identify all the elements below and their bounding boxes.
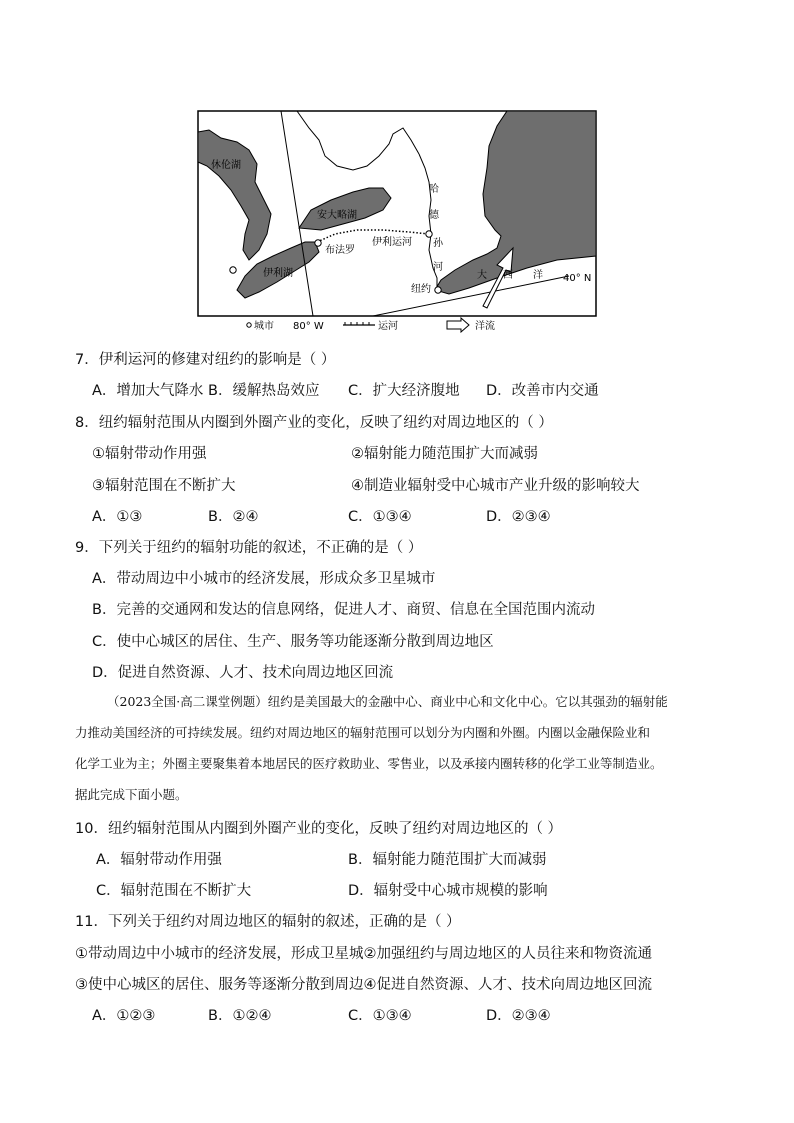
q11-option-c: C．①③④ <box>348 1008 412 1024</box>
label-ocean-2: 西 <box>503 270 513 281</box>
q7-option-b: B．缓解热岛效应 <box>208 383 320 399</box>
q10-option-d: D．辐射受中心城市规模的影响 <box>348 883 548 899</box>
q9-option-a: A．带动周边中小城市的经济发展，形成众多卫星城市 <box>92 571 436 587</box>
legend-city: 城市 <box>254 321 274 332</box>
city-albany <box>426 231 432 237</box>
q11-items-2: ③使中心城区的居住、服务等逐渐分散到周边④促进自然资源、人才、技术向周边地区回流 <box>75 977 652 993</box>
q11-stem: 11．下列关于纽约对周边地区的辐射的叙述，正确的是（ ） <box>75 914 461 930</box>
passage-line-2: 力推动美国经济的可持续发展。纽约对周边地区的辐射范围可以划分为内圈和外圈。内圈以金融保险业和 <box>75 725 651 740</box>
label-hudson-3: 孙 <box>433 238 443 249</box>
passage <box>75 686 725 810</box>
label-ocean-1: 大 <box>477 270 487 281</box>
q10-option-c: C．辐射范围在不断扩大 <box>96 883 252 899</box>
city-buffalo <box>315 240 321 246</box>
q8-option-c: C．①③④ <box>348 509 412 525</box>
q8-item-4: ④制造业辐射受中心城市产业升级的影响较大 <box>351 478 640 494</box>
q7-stem: 7．伊利运河的修建对纽约的影响是（ ） <box>75 352 336 368</box>
q8-item-2: ②辐射能力随范围扩大而减弱 <box>351 446 538 462</box>
label-huron: 休伦湖 <box>211 160 241 171</box>
q7-option-d: D．改善市内交通 <box>486 383 599 399</box>
q8-option-d: D．②③④ <box>486 509 551 525</box>
q11-option-d: D．②③④ <box>486 1008 551 1024</box>
label-erie: 伊利湖 <box>263 268 293 279</box>
q7-option-a: A．增加大气降水 <box>92 383 204 399</box>
label-lon: 80° W <box>293 321 324 332</box>
q10-stem: 10．纽约辐射范围从内圈到外圈产业的变化，反映了纽约对周边地区的（ ） <box>75 821 563 837</box>
city-west <box>230 267 236 273</box>
label-lat: 40° N <box>563 273 592 284</box>
legend-canal: 运河 <box>378 321 398 332</box>
q8-option-b: B．②④ <box>208 509 259 525</box>
q10-option-b: B．辐射能力随范围扩大而减弱 <box>348 852 547 868</box>
label-ontario: 安大略湖 <box>317 210 357 221</box>
legend-current-icon <box>447 318 469 332</box>
label-hudson-4: 河 <box>433 262 443 273</box>
passage-line-1: （2023全国·高二课堂例题）纽约是美国最大的金融中心、商业中心和文化中心。它以其强劲的辐射能 <box>107 694 668 709</box>
q9-option-b: B．完善的交通网和发达的信息网络，促进人才、商贸、信息在全国范围内流动 <box>92 602 595 618</box>
passage-line-4: 据此完成下面小题。 <box>75 787 188 802</box>
passage-line-3: 化学工业为主；外圈主要聚集着本地居民的医疗救助业、零售业，以及承接内圈转移的化学工业等制造业。 <box>75 756 663 771</box>
label-hudson-1: 哈 <box>429 184 439 195</box>
q11-option-b: B．①②④ <box>208 1008 272 1024</box>
q11-items-1: ①带动周边中小城市的经济发展，形成卫星城②加强纽约与周边地区的人员往来和物资流通 <box>75 946 652 962</box>
q8-item-3: ③辐射范围在不断扩大 <box>92 478 236 494</box>
label-buffalo: 布法罗 <box>325 245 355 256</box>
q11-option-a: A．①②③ <box>92 1008 156 1024</box>
label-hudson-2: 德 <box>429 210 439 221</box>
city-newyork <box>435 287 441 293</box>
q10-option-a: A．辐射带动作用强 <box>96 852 222 868</box>
q7-option-c: C．扩大经济腹地 <box>348 383 460 399</box>
q8-item-1: ①辐射带动作用强 <box>92 446 207 462</box>
q8-stem: 8．纽约辐射范围从内圈到外圈产业的变化，反映了纽约对周边地区的（ ） <box>75 415 553 431</box>
q9-option-c: C．使中心城区的居住、生产、服务等功能逐渐分散到周边地区 <box>92 634 494 650</box>
legend-current: 洋流 <box>475 321 495 332</box>
label-canal: 伊利运河 <box>372 237 412 248</box>
q8-option-a: A．①③ <box>92 509 143 525</box>
legend-city-icon <box>247 323 251 327</box>
erie-canal-map <box>197 110 597 333</box>
label-newyork: 纽约 <box>411 284 431 295</box>
q9-option-d: D．促进自然资源、人才、技术向周边地区回流 <box>92 665 394 681</box>
q9-stem: 9．下列关于纽约的辐射功能的叙述，不正确的是（ ） <box>75 540 423 556</box>
label-ocean-3: 洋 <box>533 270 543 281</box>
